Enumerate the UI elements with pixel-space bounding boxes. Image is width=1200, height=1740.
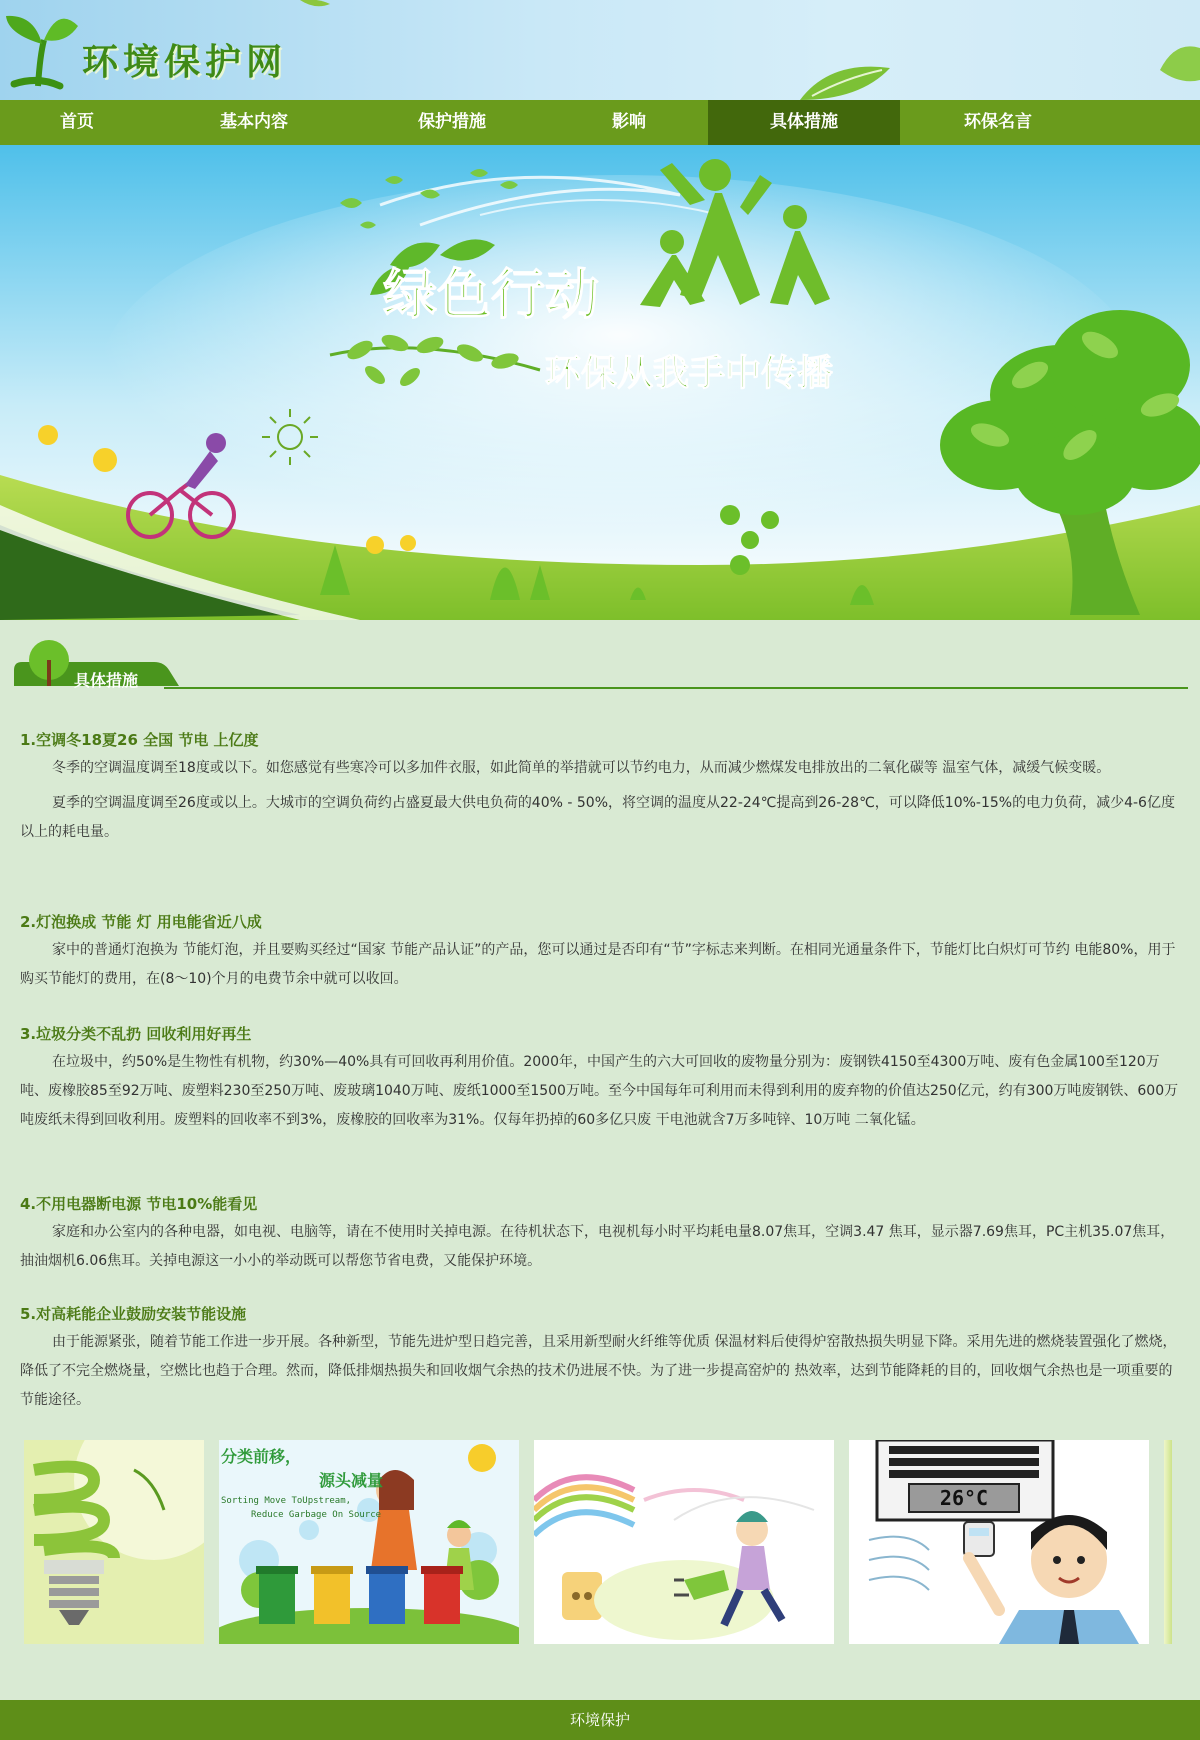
nav-item-home[interactable]: 首页 [60,112,94,132]
recycle-english-1: Sorting Move ToUpstream, [221,1496,352,1506]
measure-title: 1.空调冬18夏26 全国 节电 上亿度 [20,731,259,749]
measure-paragraph: 在垃圾中，约50%是生物性有机物，约30%—40%具有可回收再利用价值。2000年，中国产生的六大可回收的废物量分别为：废钢铁4150至4300万吨、废有色金属100至120万吨、废橡胶85至92万吨、废塑料230至250万吨、废玻璃1040万吨、废纸1000至1500万吨。至今中国每年可利用而未得到利用的废弃物的价值达250亿元，约有300万吨废钢铁、600万吨废纸未得到回收利用。废塑料的回收率不到3%，废橡胶的回收率为31%。仅每年扔掉的60多亿只废 干电池就含7万多吨锌、10万吨 二氧化锰。 [20,1054,1179,1128]
unplug-cartoon-image [534,1440,834,1644]
photo-energy-saving-bulb[interactable] [24,1440,204,1644]
photo-unplug[interactable] [534,1440,834,1644]
nav-item-impact[interactable]: 影响 [612,112,646,132]
measure-title: 3.垃圾分类不乱扔 回收利用好再生 [20,1025,252,1043]
measure-title: 5.对高耗能企业鼓励安装节能设施 [20,1305,247,1323]
measure-4 [20,1194,1180,1276]
recycle-heading: 分类前移， [221,1447,302,1466]
site-title: 环境保护网 [82,41,288,83]
recycle-english-2: Reduce Garbage On Source [251,1510,382,1520]
measure-paragraph: 家中的普通灯泡换为 节能灯泡，并且要购买经过“国家 节能产品认证”的产品，您可以通过是否印有“节”字标志来判断。在相同光通量条件下，节能灯比白炽灯可节约 电能80%，用于购买节能灯的费用，在(8～10)个月的电费节余中就可以收回。 [20,942,1176,987]
measure-paragraph: 家庭和办公室内的各种电器，如电视、电脑等，请在不使用时关掉电源。在待机状态下，电视机每小时平均耗电量8.07焦耳，空调3.47 焦耳，显示器7.69焦耳，PC主机35.07焦耳，抽油烟机6.06焦耳。关掉电源这一小小的举动既可以帮您节省电费，又能保护环境。 [20,1224,1175,1269]
section-title: 具体措施 [74,671,139,690]
banner-illustration [0,145,1200,620]
photo-garbage-sorting[interactable] [219,1440,519,1644]
measure-1 [20,730,1180,847]
measure-paragraph: 由于能源紧张，随着节能工作进一步开展。各种新型，节能先进炉型日趋完善，且采用新型耐火纤维等优质 保温材料后使得炉窑散热损失明显下降。采用先进的燃烧装置强化了燃烧，降低了不完全燃烧量，空燃比也趋于合理。然而，降低排烟热损失和回收烟气余热的技术仍进展不快。为了进一步提高窑炉的 热效率，达到节能降耗的目的，回收烟气余热也是一项重要的节能途径。 [20,1334,1177,1408]
energy-saving-bulb-image [24,1440,204,1644]
banner-slogan: 环保从我手中传播 [545,353,834,394]
measure-title: 2.灯泡换成 节能 灯 用电能省近八成 [20,913,262,931]
nav-item-basic-content[interactable]: 基本内容 [220,112,288,132]
sprout-logo-icon [0,0,80,100]
measure-paragraph: 冬季的空调温度调至18度或以下。如您感觉有些寒冷可以多加件衣服，如此简单的举措就可以节约电力，从而减少燃煤发电排放出的二氧化碳等 温室气体，减缓气候变暖。 [52,760,1111,776]
measure-5 [20,1304,1180,1415]
photo-gallery [24,1440,1174,1644]
measure-title: 4.不用电器断电源 节电10%能看见 [20,1195,258,1213]
nav-item-protection-measures[interactable]: 保护措施 [418,112,486,132]
recycle-subheading: 源头减量 [319,1471,384,1490]
measure-3 [20,1024,1180,1135]
section-header-graphic [14,638,1188,698]
hero-banner [0,145,1200,620]
site-footer [0,1700,1200,1740]
banner-title: 绿色行动 [383,263,599,326]
main-nav [0,100,1200,145]
photo-thermostat[interactable] [849,1440,1149,1644]
nav-item-specific-measures[interactable]: 具体措施 [708,100,900,145]
site-header [0,0,1200,100]
measure-paragraph: 夏季的空调温度调至26度或以上。大城市的空调负荷约占盛夏最大供电负荷的40% - 50%，将空调的温度从22-24℃提高到26-28℃，可以降低10%-15%的电力负荷，减少4-6亿度以上的耗电量。 [20,795,1175,840]
thermostat-display: 26°C [939,1486,989,1510]
measure-2 [20,912,1180,994]
section-header [14,638,1188,698]
site-logo[interactable] [0,0,340,100]
photo-partial[interactable] [1164,1440,1172,1644]
footer-text: 环境保护 [569,1711,630,1729]
nav-item-quotes[interactable]: 环保名言 [964,112,1032,132]
thermostat-cartoon-image [849,1440,1149,1644]
